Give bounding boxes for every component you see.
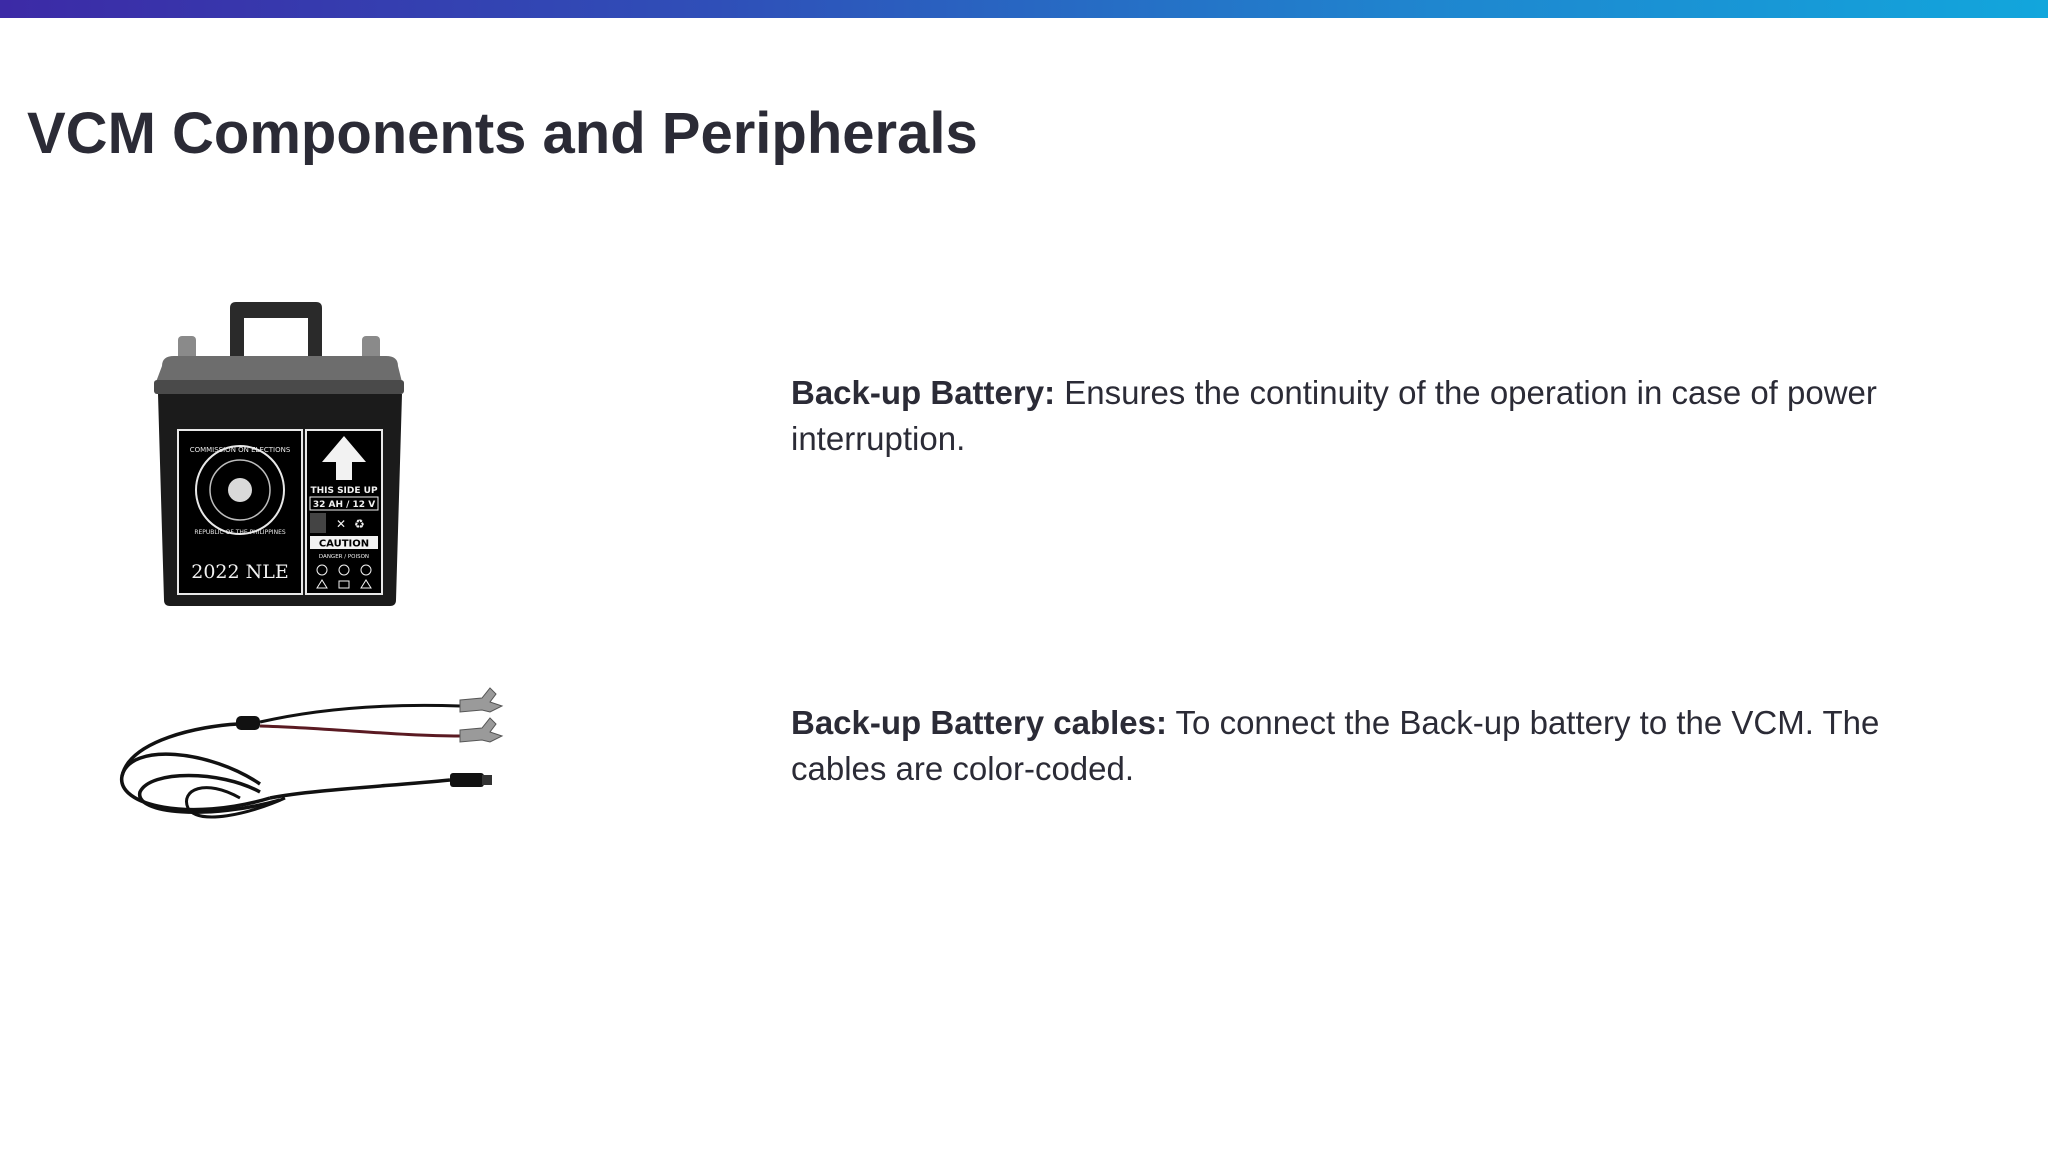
battery-description <box>791 370 1971 462</box>
battery-description-text: Ensures the continuity of the operation in case of power interruption. <box>791 374 1877 457</box>
battery-cables-icon <box>110 680 530 830</box>
battery-orientation-text: THIS SIDE UP <box>310 486 378 496</box>
battery-rating-text: 32 AH / 12 V <box>312 500 376 510</box>
battery-icon <box>140 300 420 610</box>
cables-term: Back-up Battery cables: <box>791 704 1167 741</box>
battery-caution-text: CAUTION <box>318 538 370 550</box>
battery-danger-text: DANGER / POISON <box>318 554 370 560</box>
battery-year-label: 2022 NLE <box>191 561 289 583</box>
cables-description-text: To connect the Back-up battery to the VCM. The cables are color-coded. <box>791 704 1880 787</box>
svg-text:✕: ✕ <box>336 517 347 531</box>
battery-seal-bottom-text: REPUBLIC OF THE PHILIPPINES <box>194 529 286 536</box>
cables-description <box>791 700 1971 792</box>
top-accent-bar <box>0 0 2048 18</box>
cables-row <box>0 670 2048 840</box>
slide-title: VCM Components and Peripherals <box>27 101 978 166</box>
battery-term: Back-up Battery: <box>791 374 1056 411</box>
battery-row <box>0 290 2048 620</box>
battery-seal-top-text: COMMISSION ON ELECTIONS <box>189 446 291 454</box>
svg-text:♻: ♻ <box>354 517 365 531</box>
